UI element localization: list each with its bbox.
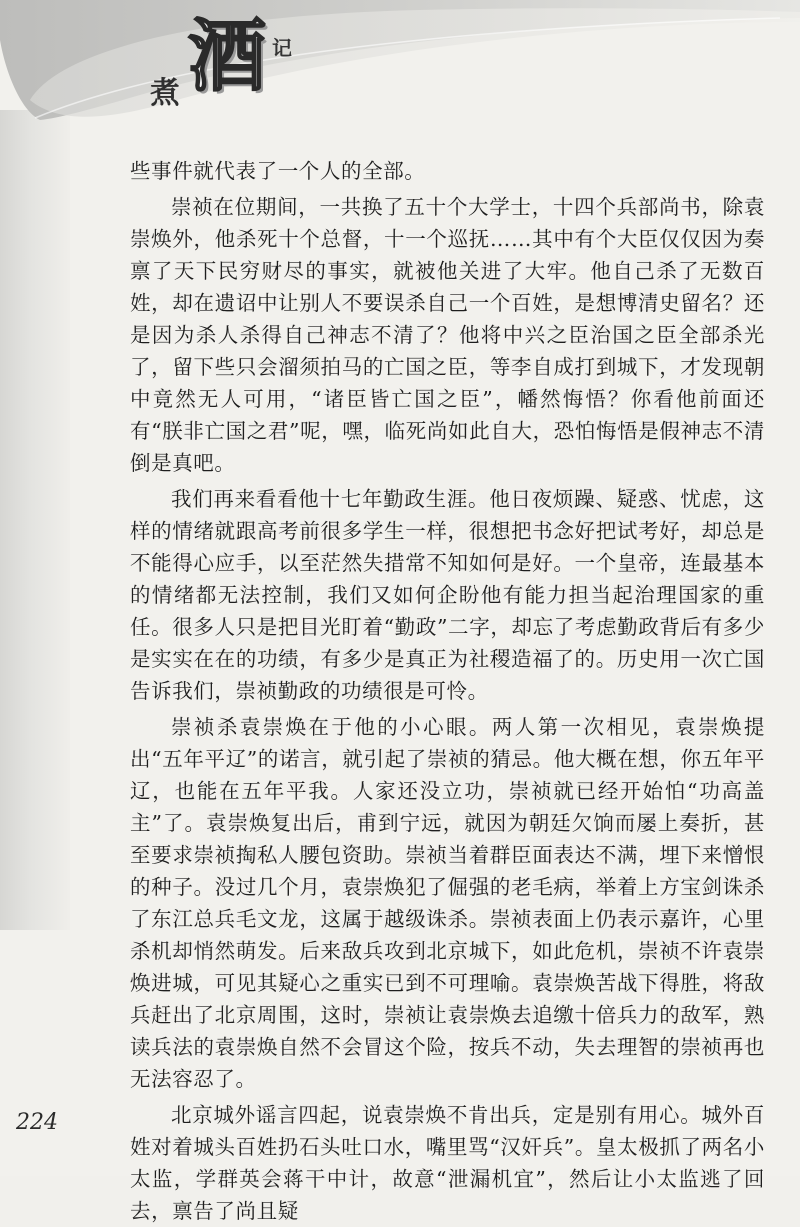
column-logo	[150, 11, 310, 118]
paragraph-1: 些事件就代表了一个人的全部。	[130, 159, 426, 183]
paragraph-4: 崇祯杀袁崇焕在于他的小心眼。两人第一次相见，袁崇焕提出“五年平辽”的诺言，就引起了崇祯的猜忌。他大概在想，你五年平辽，也能在五年平我。人家还没立功，崇祯就已经开始怕“功高盖主”了。袁崇焕复出后，甫到宁远，就因为朝廷欠饷而屡上奏折，甚至要求崇祯掏私人腰包资助。崇祯当着群臣面表达不满，埋下来憎恨的种子。没过几个月，袁崇焕犯了倔强的老毛病，举着上方宝剑诛杀了东江总兵毛文龙，这属于越级诛杀。崇祯表面上仍表示嘉许，心里杀机却悄然萌发。后来敌兵攻到北京城下，如此危机，崇祯不许袁崇焕进城，可见其疑心之重实已到不可理喻。袁崇焕苦战下得胜，将敌兵赶出了北京周围，这时，崇祯让袁崇焕去追缴十倍兵力的敌军，熟读兵法的袁崇焕自然不会冒这个险，按兵不动，失去理智的崇祯再也无法容忍了。	[130, 715, 765, 1091]
paragraph-3: 我们再来看看他十七年勤政生涯。他日夜烦躁、疑惑、忧虑，这样的情绪就跟高考前很多学生一样，很想把书念好把试考好，却总是不能得心应手，以至茫然失措常不知如何是好。一个皇帝，连最基本的情绪都无法控制，我们又如何企盼他有能力担当起治理国家的重任。很多人只是把目光盯着“勤政”二字，却忘了考虑勤政背后有多少是实实在在的功绩，有多少是真正为社稷造福了的。历史用一次亡国告诉我们，崇祯勤政的功绩很是可怜。	[130, 487, 765, 703]
logo-char-jiu: 酒	[188, 11, 267, 102]
body-text	[130, 155, 765, 1227]
paragraph-2: 崇祯在位期间，一共换了五十个大学士，十四个兵部尚书，除袁崇焕外，他杀死十个总督，十一个巡抚……其中有个大臣仅仅因为奏禀了天下民穷财尽的事实，就被他关进了大牢。他自己杀了无数百姓，却在遗诏中让别人不要误杀自己一个百姓，是想博清史留名？还是因为杀人杀得自己神志不清了？他将中兴之臣治国之臣全部杀光了，留下些只会溜须拍马的亡国之臣，等李自成打到城下，才发现朝中竟然无人可用，“诸臣皆亡国之臣”，幡然悔悟？你看他前面还有“朕非亡国之君”呢，嘿，临死尚如此自大，恐怕悔悟是假神志不清倒是真吧。	[130, 195, 765, 475]
paragraph-5: 北京城外谣言四起，说袁崇焕不肯出兵，定是别有用心。城外百姓对着城头百姓扔石头吐口水，嘴里骂“汉奸兵”。皇太极抓了两名小太监，学群英会蒋干中计，故意“泄漏机宜”，然后让小太监逃了回去，禀告了尚且疑	[130, 1103, 765, 1223]
page-number: 224	[16, 1110, 58, 1135]
logo-char-ji: 记	[272, 36, 292, 60]
page-edge-shadow	[0, 110, 70, 930]
header-swoosh	[0, 0, 800, 150]
logo-char-zhu: 煮	[150, 76, 180, 111]
